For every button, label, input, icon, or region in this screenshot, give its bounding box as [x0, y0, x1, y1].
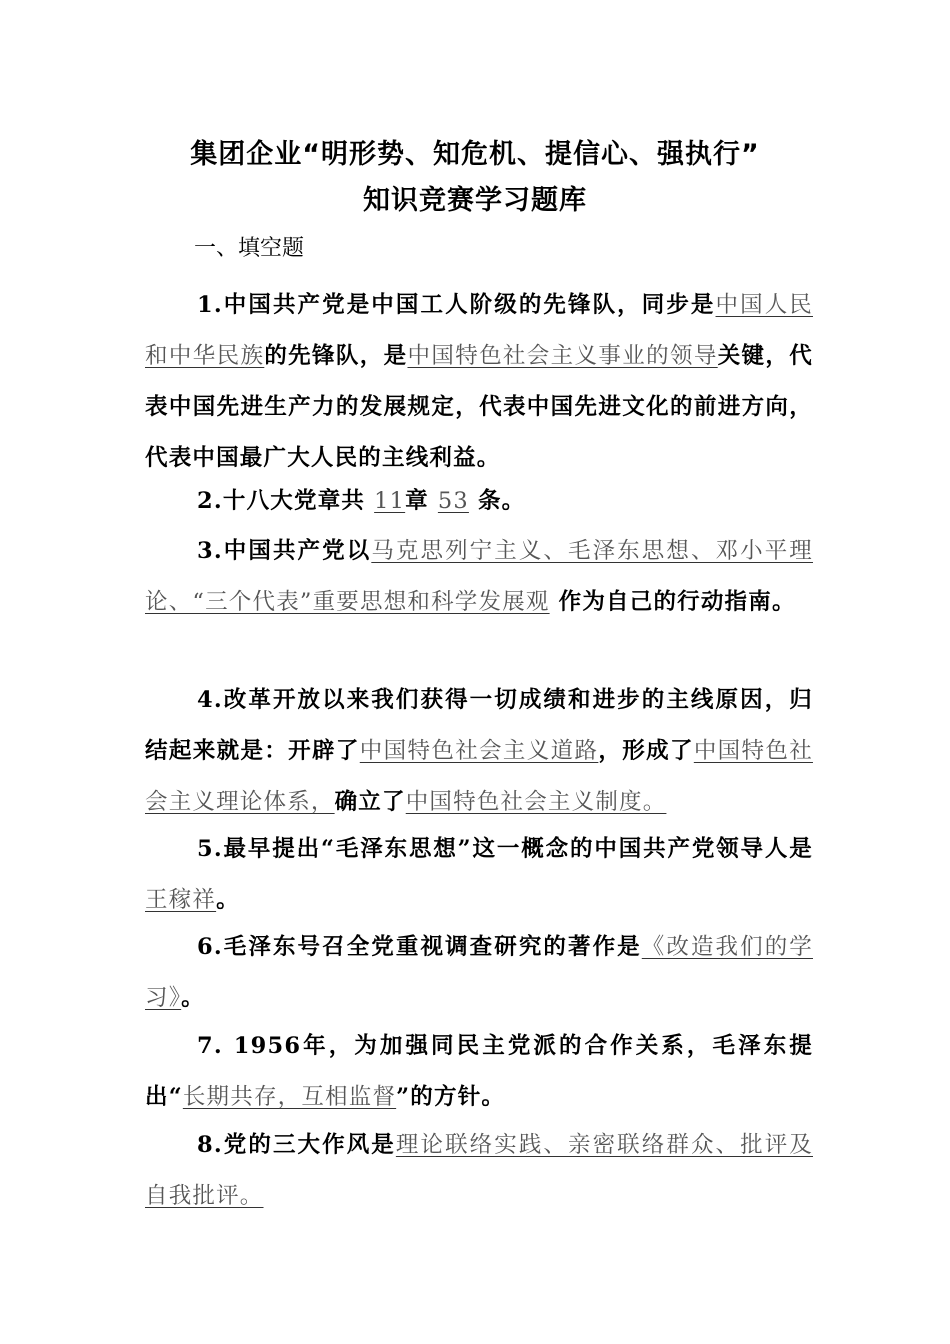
document-title: 集团企业“明形势、知危机、提信心、强执行” — [190, 139, 760, 170]
question-7-text-a: 7. 1956年，为加强同民主党派的合作关系，毛泽东提出“ — [145, 1033, 813, 1110]
question-1 — [145, 280, 813, 484]
question-2-answer-a: 11 — [374, 488, 406, 514]
question-4-text-a: 4.改革开放以来我们获得一切成绩和进步的主线原因，归结起来就是：开辟了 — [145, 687, 813, 764]
question-2 — [145, 476, 813, 527]
question-3-text-b: 作为自己的行动指南。 — [549, 589, 796, 615]
question-4-text-b: ，形成了 — [598, 738, 694, 764]
question-3-text-a: 3.中国共产党以 — [197, 538, 372, 564]
question-8-answer-a: 理论联络实践、亲密联络群众、批评及自我批评。 — [145, 1132, 813, 1209]
question-4-answer-a: 中国特色社会主义道路 — [359, 738, 599, 764]
question-6 — [145, 922, 813, 1024]
question-7 — [145, 1021, 813, 1123]
question-2-text-c: 条。 — [468, 488, 526, 514]
question-1-text-a: 1.中国共产党是中国工人阶级的先锋队，同步是 — [197, 292, 716, 318]
question-5 — [145, 824, 813, 926]
question-4-text-c: 确立了 — [334, 789, 406, 815]
document-subtitle: 知识竞赛学习题库 — [363, 185, 587, 216]
question-1-text-c: 关键，代表中国先进生产力的发展规定，代表中国先进文化的前进方向，代表中国最广大人民的主线利益。 — [145, 343, 813, 471]
question-8 — [145, 1120, 813, 1222]
question-2-answer-b: 53 — [437, 488, 469, 514]
question-3 — [145, 526, 813, 628]
question-3-answer-a: 马克思列宁主义、毛泽东思想、邓小平理论、“三个代表”重要思想和科学发展观 — [145, 538, 813, 615]
question-7-answer-a: 长期共存，互相监督 — [182, 1084, 397, 1110]
section-heading: 一、填空题 — [194, 236, 305, 261]
question-4-answer-c: 中国特色社会主义制度。 — [405, 789, 667, 815]
question-2-text-a: 2.十八大党章共 — [197, 488, 375, 514]
question-6-text-b: 。 — [181, 985, 205, 1011]
question-1-answer-a: 中国人民和中华民族 — [145, 292, 813, 369]
question-2-text-b: 章 — [405, 488, 438, 514]
question-8-text-a: 8.党的三大作风是 — [197, 1132, 396, 1158]
question-7-text-b: ”的方针。 — [396, 1084, 506, 1110]
question-1-text-b: 的先锋队，是 — [264, 343, 408, 369]
question-6-answer-a: 《改造我们的学习》 — [145, 934, 813, 1011]
question-4-answer-b: 中国特色社会主义理论体系， — [145, 738, 813, 815]
question-4 — [145, 675, 813, 828]
question-5-text-b: 。 — [216, 887, 240, 913]
question-1-answer-b: 中国特色社会主义事业的领导 — [407, 343, 718, 369]
question-5-answer-a: 王稼祥 — [145, 887, 217, 913]
question-6-text-a: 6.毛泽东号召全党重视调查研究的著作是 — [197, 934, 642, 960]
question-5-text-a: 5.最早提出“毛泽东思想”这一概念的中国共产党领导人是 — [197, 836, 813, 862]
